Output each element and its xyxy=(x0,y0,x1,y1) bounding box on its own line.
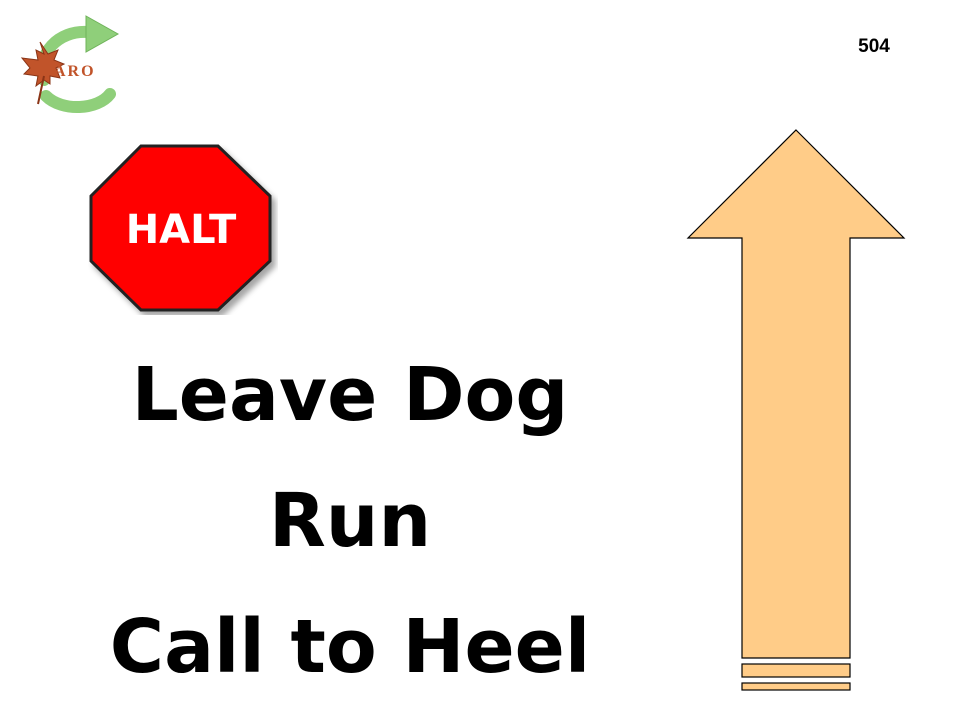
logo-text: ARO xyxy=(54,63,96,80)
instruction-line-1: Leave Dog xyxy=(131,352,569,438)
arrow-shape xyxy=(688,130,904,658)
instruction-text xyxy=(30,332,670,710)
up-arrow-icon xyxy=(684,126,908,694)
maple-leaf-circular-arrow-icon xyxy=(14,14,126,118)
sign-number: 504 xyxy=(858,36,890,57)
instruction-line-3: Call to Heel xyxy=(109,604,591,690)
aro-logo xyxy=(14,14,126,118)
halt-stop-sign-icon xyxy=(88,143,278,315)
instruction-line-2: Run xyxy=(268,478,432,564)
halt-label: HALT xyxy=(125,207,237,253)
arrow-base-stripe xyxy=(742,683,850,690)
arrow-base-stripe xyxy=(742,664,850,677)
